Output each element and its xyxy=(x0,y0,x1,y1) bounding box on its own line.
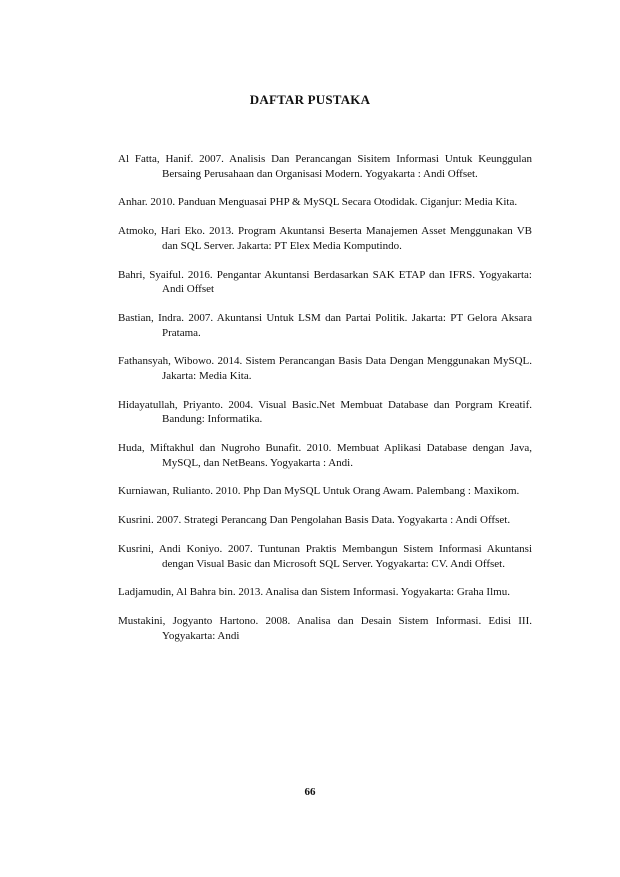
reference-item: Ladjamudin, Al Bahra bin. 2013. Analisa dan Sistem Informasi. Yogyakarta: Graha Ilmu. xyxy=(118,586,510,599)
reference-list xyxy=(118,152,532,658)
reference-item: Hidayatullah, Priyanto. 2004. Visual Basic.Net Membuat Database dan Porgram Kreatif. Bandung: Informatika. xyxy=(118,398,532,426)
reference-item: Huda, Miftakhul dan Nugroho Bunafit. 2010. Membuat Aplikasi Database dengan Java, MySQL, dan NetBeans. Yogyakarta : Andi. xyxy=(118,442,532,469)
reference-item: Mustakini, Jogyanto Hartono. 2008. Analisa dan Desain Sistem Informasi. Edisi III. Yogyakarta: Andi xyxy=(118,615,532,642)
reference-item: Kurniawan, Rulianto. 2010. Php Dan MySQL Untuk Orang Awam. Palembang : Maxikom. xyxy=(118,485,520,498)
page-number: 66 xyxy=(304,786,316,798)
reference-item: Anhar. 2010. Panduan Menguasai PHP & MySQL Secara Otodidak. Ciganjur: Media Kita. xyxy=(118,196,518,209)
page-title: DAFTAR PUSTAKA xyxy=(249,92,371,107)
reference-item: Kusrini, Andi Koniyo. 2007. Tuntunan Praktis Membangun Sistem Informasi Akuntansi dengan Visual Basic dan Microsoft SQL Server. Yogyakarta: CV. Andi Offset. xyxy=(118,542,532,570)
reference-item: Fathansyah, Wibowo. 2014. Sistem Perancangan Basis Data Dengan Menggunakan MySQL. Jakarta: Media Kita. xyxy=(118,355,532,382)
reference-item: Al Fatta, Hanif. 2007. Analisis Dan Perancangan Sisitem Informasi Untuk Keunggulan Bersaing Perusahaan dan Organisasi Modern. Yogyakarta : Andi Offset. xyxy=(118,153,532,180)
reference-item: Atmoko, Hari Eko. 2013. Program Akuntansi Beserta Manajemen Asset Menggunakan VB dan SQL Server. Jakarta: PT Elex Media Komputindo. xyxy=(118,225,532,252)
reference-item: Bahri, Syaiful. 2016. Pengantar Akuntansi Berdasarkan SAK ETAP dan IFRS. Yogyakarta: Andi Offset xyxy=(118,268,532,296)
reference-item: Kusrini. 2007. Strategi Perancang Dan Pengolahan Basis Data. Yogyakarta : Andi Offset. xyxy=(118,514,511,527)
reference-item: Bastian, Indra. 2007. Akuntansi Untuk LSM dan Partai Politik. Jakarta: PT Gelora Aksara Pratama. xyxy=(118,311,532,339)
